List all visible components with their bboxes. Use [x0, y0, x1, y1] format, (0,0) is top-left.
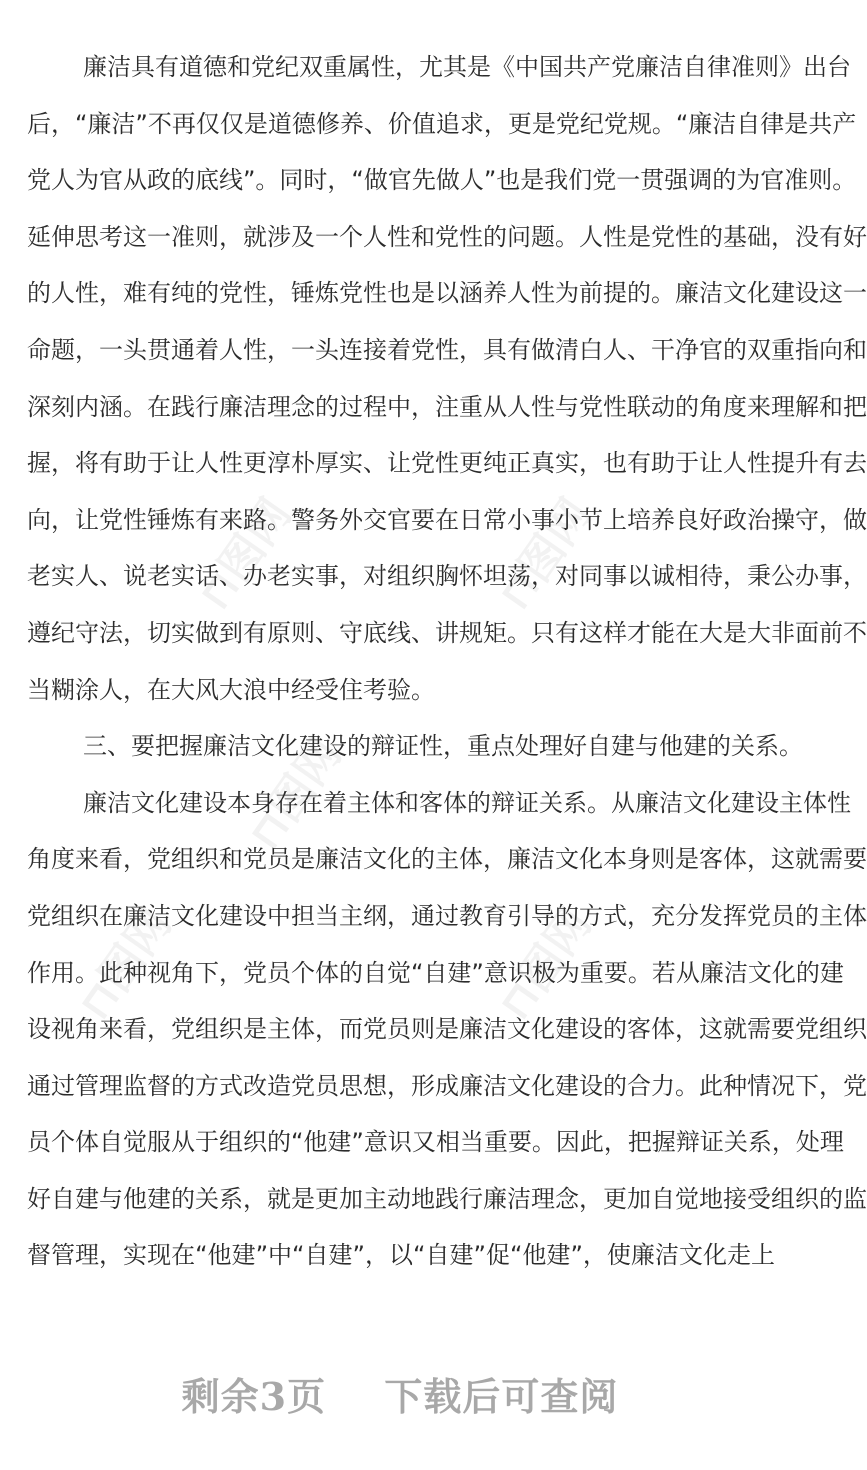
paragraph	[27, 784, 867, 1293]
download-prompt[interactable]	[0, 1366, 800, 1421]
text-line: 深刻内涵。在践行廉洁理念的过程中，注重从人性与党性联动的角度来理解和把	[27, 392, 867, 421]
watermark: ⊓图网	[239, 729, 352, 860]
watermark: ⊓图网	[69, 899, 182, 1030]
remaining-pages-label: 剩余3页	[181, 1374, 327, 1419]
text-line: 作用。此种视角下，党员个体的自觉“自建”意识极为重要。若从廉洁文化的建	[27, 958, 844, 987]
watermark: ⊓图网	[489, 489, 602, 620]
text-line: 命题，一头贯通着人性，一头连接着党性，具有做清白人、干净官的双重指向和	[27, 335, 867, 364]
text-line: 角度来看，党组织和党员是廉洁文化的主体，廉洁文化本身则是客体，这就需要	[27, 845, 867, 874]
paragraph	[27, 48, 867, 727]
text-line: 向，让党性锤炼有来路。警务外交官要在日常小事小节上培养良好政治操守，做	[27, 505, 867, 534]
text-line: 遵纪守法，切实做到有原则、守底线、讲规矩。只有这样才能在大是大非面前不	[27, 618, 867, 647]
text-line: 的人性，难有纯的党性，锤炼党性也是以涵养人性为前提的。廉洁文化建设这一	[27, 279, 867, 308]
document-body	[27, 48, 867, 1293]
text-line: 党人为官从政的底线”。同时，“做官先做人”也是我们党一贯强调的为官准则。	[27, 166, 857, 195]
section-heading	[27, 727, 803, 784]
text-line: 员个体自觉服从于组织的“他建”意识又相当重要。因此，把握辩证关系，处理	[27, 1128, 844, 1157]
text-line: 三、要把握廉洁文化建设的辩证性，重点处理好自建与他建的关系。	[83, 732, 803, 761]
watermark: ⊓图网	[189, 489, 302, 620]
text-line: 延伸思考这一准则，就涉及一个人性和党性的问题。人性是党性的基础，没有好	[27, 222, 867, 251]
text-line: 廉洁具有道德和党纪双重属性，尤其是《中国共产党廉洁自律准则》出台	[83, 53, 851, 81]
watermark: ⊓图网	[489, 899, 602, 1030]
text-line: 廉洁文化建设本身存在着主体和客体的辩证关系。从廉洁文化建设主体性	[83, 788, 851, 817]
text-line: 通过管理监督的方式改造党员思想，形成廉洁文化建设的合力。此种情况下，党	[27, 1071, 867, 1100]
text-line: 党组织在廉洁文化建设中担当主纲，通过教育引导的方式，充分发挥党员的主体	[27, 901, 867, 930]
text-line: 督管理，实现在“他建”中“自建”，以“自建”促“他建”，使廉洁文化走上	[27, 1241, 775, 1270]
text-line: 后，“廉洁”不再仅仅是道德修养、价值追求，更是党纪党规。“廉洁自律是共产	[27, 109, 857, 138]
text-line: 握，将有助于让人性更淳朴厚实、让党性更纯正真实，也有助于让人性提升有去	[27, 449, 867, 478]
text-line: 好自建与他建的关系，就是更加主动地践行廉洁理念，更加自觉地接受组织的监	[27, 1184, 867, 1213]
download-to-view-label: 下载后可查阅	[384, 1374, 619, 1419]
text-line: 当糊涂人，在大风大浪中经受住考验。	[27, 675, 435, 704]
text-line: 设视角来看，党组织是主体，而党员则是廉洁文化建设的客体，这就需要党组织	[27, 1015, 867, 1044]
text-line: 老实人、说老实话、办老实事，对组织胸怀坦荡，对同事以诚相待，秉公办事，	[27, 562, 867, 591]
